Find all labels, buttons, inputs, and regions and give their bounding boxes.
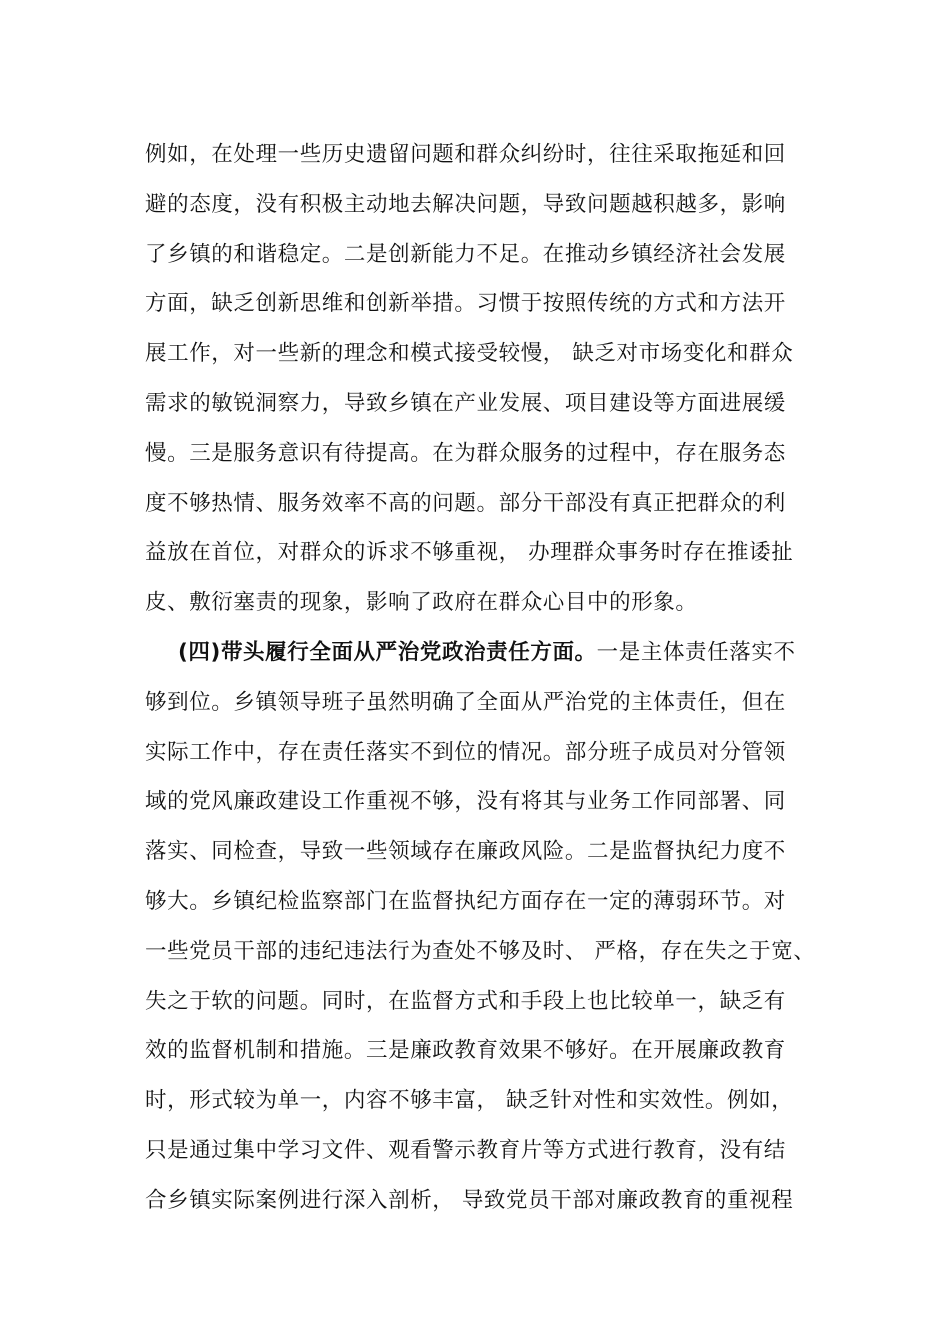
document-body bbox=[145, 130, 835, 1226]
paragraph-line: 合乡镇实际案例进行深入剖析， 导致党员干部对廉政教育的重视程 bbox=[145, 1187, 794, 1213]
paragraph-line: 时，形式较为单一，内容不够丰富， 缺乏针对性和实效性。例如， bbox=[145, 1088, 794, 1114]
paragraph-line: 效的监督机制和措施。三是廉政教育效果不够好。在开展廉政教育 bbox=[145, 1038, 786, 1064]
paragraph-line: 了乡镇的和谐稳定。二是创新能力不足。在推动乡镇经济社会发展 bbox=[145, 241, 786, 267]
paragraph-line: 域的党风廉政建设工作重视不够，没有将其与业务工作同部署、同 bbox=[145, 789, 786, 815]
section-heading-line bbox=[145, 628, 835, 678]
paragraph-line: 够到位。乡镇领导班子虽然明确了全面从严治党的主体责任，但在 bbox=[145, 689, 786, 715]
paragraph-line: 避的态度，没有积极主动地去解决问题，导致问题越积越多，影响 bbox=[145, 191, 786, 217]
paragraph-line: 落实、同检查，导致一些领域存在廉政风险。二是监督执纪力度不 bbox=[145, 839, 786, 865]
paragraph-line: 够大。乡镇纪检监察部门在监督执纪方面存在一定的薄弱环节。对 bbox=[145, 888, 786, 914]
paragraph-line: 益放在首位，对群众的诉求不够重视， 办理群众事务时存在推诿扯 bbox=[145, 540, 794, 566]
paragraph-line: 皮、敷衍塞责的现象，影响了政府在群众心目中的形象。 bbox=[145, 590, 698, 616]
section-heading-continuation: 一是主体责任落实不 bbox=[596, 639, 796, 665]
paragraph-line: 实际工作中，存在责任落实不到位的情况。部分班子成员对分管领 bbox=[145, 739, 786, 765]
paragraph-line: 度不够热情、服务效率不高的问题。部分干部没有真正把群众的利 bbox=[145, 490, 786, 516]
paragraph-line: 一些党员干部的违纪违法行为查处不够及时、 严格，存在失之于宽、 bbox=[145, 938, 816, 964]
paragraph-line: 只是通过集中学习文件、观看警示教育片等方式进行教育，没有结 bbox=[145, 1137, 786, 1163]
paragraph-line: 展工作，对一些新的理念和模式接受较慢， 缺乏对市场变化和群众 bbox=[145, 341, 794, 367]
paragraph-line: 慢。三是服务意识有待提高。在为群众服务的过程中，存在服务态 bbox=[145, 440, 786, 466]
section-heading: (四)带头履行全面从严治党政治责任方面。 bbox=[178, 639, 597, 665]
paragraph-line: 失之于软的问题。同时，在监督方式和手段上也比较单一，缺乏有 bbox=[145, 988, 786, 1014]
paragraph-line: 方面，缺乏创新思维和创新举措。习惯于按照传统的方式和方法开 bbox=[145, 291, 786, 317]
paragraph-line: 例如，在处理一些历史遗留问题和群众纠纷时，往往采取拖延和回 bbox=[145, 142, 786, 167]
paragraph-line: 需求的敏锐洞察力，导致乡镇在产业发展、项目建设等方面进展缓 bbox=[145, 390, 786, 416]
